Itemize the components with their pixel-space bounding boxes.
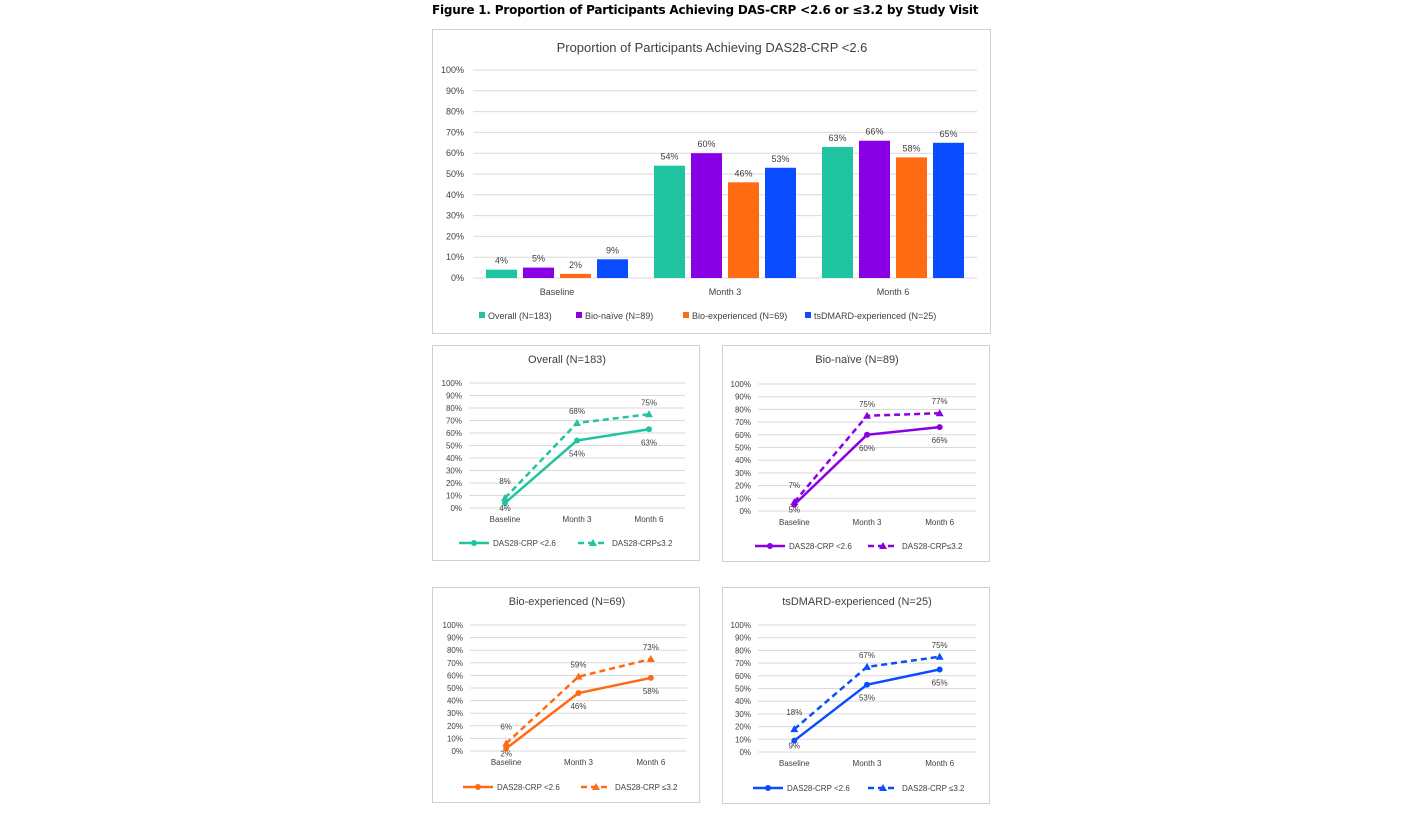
legend-marker: [471, 540, 477, 546]
y-tick-label: 100%: [730, 380, 751, 389]
y-tick-label: 10%: [734, 494, 751, 504]
data-label: 58%: [642, 686, 659, 696]
legend-label: DAS28-CRP <2.6: [493, 539, 556, 548]
data-label: 2%: [500, 749, 512, 759]
line-chart-bionaive: [723, 346, 991, 563]
y-tick-label: 50%: [734, 443, 751, 453]
y-tick-label: 10%: [446, 734, 463, 744]
x-tick-label: Month 3: [852, 518, 882, 527]
chart-title: Proportion of Participants Achieving DAS28-CRP <2.6: [556, 40, 868, 55]
bar: [896, 157, 927, 278]
x-tick-label: Month 6: [636, 758, 666, 767]
data-label: 5%: [531, 253, 546, 264]
legend-label: Bio-experienced (N=69): [692, 311, 788, 321]
y-tick-label: 10%: [734, 735, 751, 745]
series-line-dashed: [794, 413, 939, 502]
legend-marker: [765, 785, 771, 791]
data-point: [864, 432, 870, 438]
data-label: 54%: [660, 151, 679, 162]
data-label: 8%: [499, 477, 511, 486]
y-tick-label: 90%: [445, 85, 464, 96]
data-label: 7%: [788, 481, 801, 491]
data-label: 75%: [931, 640, 948, 650]
data-label: 9%: [788, 741, 801, 751]
x-tick-label: Month 3: [852, 759, 882, 768]
y-tick-label: 10%: [445, 252, 464, 263]
x-tick-label: Month 3: [708, 287, 742, 297]
y-tick-label: 30%: [445, 210, 464, 221]
data-point: [937, 424, 943, 430]
data-label: 46%: [570, 702, 587, 712]
line-chart-overall-panel: [432, 345, 700, 561]
y-tick-label: 70%: [734, 418, 751, 428]
y-tick-label: 20%: [734, 481, 751, 491]
legend-label: Bio-naïve (N=89): [585, 311, 654, 321]
line-chart-bioexp: [433, 588, 701, 804]
data-point: [576, 690, 582, 696]
legend-marker: [767, 543, 773, 549]
legend-label: tsDMARD-experienced (N=25): [814, 311, 937, 321]
data-label: 18%: [786, 708, 803, 718]
x-tick-label: Baseline: [490, 758, 522, 767]
bar-chart: [433, 30, 992, 335]
legend-swatch: [805, 312, 811, 318]
data-label: 2%: [568, 259, 583, 270]
data-point: [863, 663, 871, 670]
y-tick-label: 0%: [451, 747, 463, 756]
y-tick-label: 40%: [445, 189, 464, 200]
line-chart-bioexp-panel: [432, 587, 700, 803]
y-tick-label: 80%: [446, 646, 463, 656]
data-point: [864, 682, 870, 688]
x-tick-label: Month 3: [564, 758, 593, 767]
y-tick-label: 40%: [445, 454, 462, 463]
y-tick-label: 100%: [730, 621, 751, 630]
y-tick-label: 100%: [440, 65, 464, 75]
x-tick-label: Baseline: [539, 287, 575, 297]
bar: [523, 268, 554, 278]
bar: [859, 141, 890, 278]
y-tick-label: 20%: [445, 479, 462, 488]
y-tick-label: 70%: [446, 658, 463, 668]
legend-marker: [475, 784, 481, 790]
figure-title: Figure 1. Proportion of Participants Achieving DAS-CRP <2.6 or ≤3.2 by Study Visit: [432, 3, 979, 17]
legend-swatch: [479, 312, 485, 318]
data-point: [937, 666, 943, 672]
legend-swatch: [683, 312, 689, 318]
y-tick-label: 90%: [446, 633, 463, 643]
bar: [597, 259, 628, 278]
y-tick-label: 60%: [446, 671, 463, 681]
y-tick-label: 0%: [739, 748, 751, 757]
data-label: 4%: [494, 255, 509, 266]
data-label: 53%: [771, 153, 790, 164]
data-label: 66%: [931, 436, 948, 446]
line-chart-overall: [433, 346, 701, 562]
y-tick-label: 90%: [734, 633, 751, 643]
data-label: 59%: [570, 660, 587, 670]
data-label: 63%: [828, 132, 847, 143]
bar: [765, 168, 796, 278]
chart-title: Bio-experienced (N=69): [508, 596, 626, 608]
x-tick-label: Month 6: [925, 759, 955, 768]
y-tick-label: 20%: [445, 231, 464, 242]
legend-label: DAS28-CRP ≤3.2: [615, 783, 678, 792]
y-tick-label: 90%: [445, 391, 462, 401]
data-label: 5%: [788, 505, 801, 515]
y-tick-label: 80%: [734, 646, 751, 656]
data-label: 54%: [568, 449, 586, 459]
y-tick-label: 100%: [442, 621, 463, 630]
y-tick-label: 100%: [441, 379, 462, 388]
y-tick-label: 50%: [445, 441, 462, 451]
y-tick-label: 40%: [734, 456, 751, 466]
y-tick-label: 30%: [445, 466, 462, 476]
data-point: [646, 426, 652, 432]
data-label: 58%: [902, 143, 921, 154]
y-tick-label: 20%: [446, 721, 463, 731]
line-chart-bionaive-panel: [722, 345, 990, 562]
y-tick-label: 30%: [734, 468, 751, 478]
data-label: 60%: [858, 443, 876, 453]
x-tick-label: Month 6: [634, 515, 664, 524]
y-tick-label: 50%: [734, 684, 751, 694]
chart-title: tsDMARD-experienced (N=25): [782, 596, 932, 608]
legend-swatch: [576, 312, 582, 318]
legend-label: Overall (N=183): [488, 311, 552, 321]
y-tick-label: 70%: [445, 127, 464, 138]
y-tick-label: 60%: [445, 429, 462, 438]
data-label: 6%: [500, 722, 512, 732]
legend-label: DAS28-CRP <2.6: [787, 784, 850, 793]
y-tick-label: 0%: [450, 273, 464, 283]
y-tick-label: 30%: [734, 709, 751, 719]
chart-title: Bio-naïve (N=89): [815, 354, 899, 366]
data-label: 53%: [858, 693, 876, 703]
y-tick-label: 80%: [734, 405, 751, 415]
y-tick-label: 70%: [445, 416, 462, 426]
bar-chart-panel: [432, 29, 991, 334]
x-tick-label: Baseline: [489, 515, 521, 524]
y-tick-label: 0%: [739, 507, 751, 516]
data-label: 46%: [734, 168, 753, 179]
data-label: 77%: [931, 397, 948, 407]
data-label: 65%: [931, 678, 948, 688]
series-line-solid: [794, 669, 939, 740]
y-tick-label: 70%: [734, 659, 751, 669]
data-point: [574, 438, 580, 444]
bar: [654, 166, 685, 278]
line-chart-tsdmard-panel: [722, 587, 990, 804]
data-point: [936, 653, 944, 660]
bar: [822, 147, 853, 278]
y-tick-label: 30%: [446, 709, 463, 719]
data-label: 4%: [499, 504, 511, 513]
data-label: 63%: [640, 438, 658, 448]
data-label: 65%: [939, 128, 958, 139]
legend-label: DAS28-CRP <2.6: [789, 542, 852, 551]
legend-label: DAS28-CRP≤3.2: [902, 542, 963, 551]
x-tick-label: Baseline: [778, 759, 810, 768]
bar: [560, 274, 591, 278]
line-chart-tsdmard: [723, 588, 991, 805]
x-tick-label: Baseline: [778, 518, 810, 527]
data-label: 73%: [642, 643, 659, 653]
x-tick-label: Month 6: [876, 287, 910, 297]
chart-title: Overall (N=183): [528, 354, 606, 366]
y-tick-label: 40%: [734, 697, 751, 707]
y-tick-label: 40%: [446, 696, 463, 706]
y-tick-label: 20%: [734, 722, 751, 732]
y-tick-label: 60%: [445, 148, 464, 159]
y-tick-label: 10%: [445, 491, 462, 501]
y-tick-label: 0%: [450, 504, 462, 513]
bar: [691, 153, 722, 278]
data-label: 9%: [605, 245, 620, 256]
x-tick-label: Month 3: [562, 515, 592, 524]
series-line-solid: [794, 427, 939, 504]
data-label: 68%: [568, 407, 586, 416]
bar: [728, 182, 759, 278]
bar: [933, 143, 964, 278]
data-point: [648, 675, 654, 681]
legend-label: DAS28-CRP <2.6: [497, 783, 560, 792]
y-tick-label: 80%: [445, 404, 462, 413]
y-tick-label: 50%: [445, 169, 464, 179]
x-tick-label: Month 6: [925, 518, 955, 527]
legend-label: DAS28-CRP≤3.2: [612, 539, 673, 548]
bar: [486, 270, 517, 278]
data-label: 66%: [865, 126, 884, 137]
y-tick-label: 60%: [734, 430, 751, 440]
y-tick-label: 50%: [446, 684, 463, 693]
data-label: 75%: [640, 398, 658, 408]
data-label: 75%: [858, 399, 876, 409]
y-tick-label: 80%: [445, 106, 464, 117]
legend-label: DAS28-CRP ≤3.2: [902, 784, 965, 793]
data-label: 67%: [858, 650, 876, 660]
y-tick-label: 90%: [734, 392, 751, 402]
data-label: 60%: [697, 139, 716, 150]
y-tick-label: 60%: [734, 671, 751, 681]
